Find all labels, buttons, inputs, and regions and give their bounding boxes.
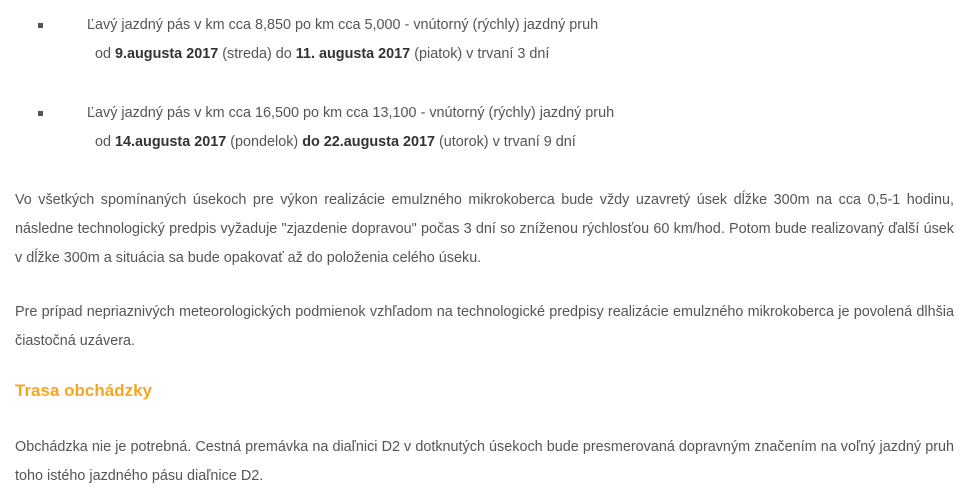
- closure-schedule: [95, 42, 549, 66]
- section-heading: Trasa obchádzky: [15, 381, 153, 400]
- start-date: 9.augusta 2017: [115, 46, 219, 62]
- lane-section-description: Ľavý jazdný pás v km cca 8,850 po km cca 5,000 - vnútorný (rýchly) jazdný pruh: [87, 17, 599, 33]
- end-date: do 22.augusta 2017: [302, 134, 435, 150]
- end-date: 11. augusta 2017: [295, 46, 411, 62]
- detour-info-paragraph: Obchádzka nie je potrebná. Cestná premávka na diaľnici D2 v dotknutých úsekoch bude presmerovaná dopravným značením na voľný jazdný pruh toho istého jazdného pásu diaľnice D2.: [15, 439, 954, 484]
- end-day: (utorok) v trvaní 9 dní: [435, 134, 576, 150]
- closure-info-paragraph: Vo všetkých spomínaných úsekoch pre výkon realizácie emulzného mikrokoberca bude vždy uzavretý úsek dĺžke 300m na cca 0,5-1 hodinu, následne technologický predpis vyžaduje "zjazdenie dopravou" počas 3 dní so zníženou rýchlosťou 60 km/hod. Potom bude realizovaný ďalší úsek v dĺžke 300m a situácia sa bude opakovať až do položenia celého úseku.: [15, 192, 954, 266]
- start-date: 14.augusta 2017: [115, 134, 227, 150]
- weather-info-paragraph: Pre prípad nepriaznivých meteorologických podmienok vzhľadom na technologické predpisy realizácie emulzného mikrokoberca je povolená dlhšia čiastočná uzávera.: [15, 304, 954, 349]
- bullet-marker: [38, 111, 43, 116]
- start-day: (pondelok): [226, 134, 303, 150]
- bullet-marker: [38, 23, 43, 28]
- closure-schedule: [95, 130, 576, 154]
- schedule-prefix: od: [95, 134, 116, 150]
- end-day: (piatok) v trvaní 3 dní: [410, 46, 550, 62]
- start-day: (streda) do: [218, 46, 296, 62]
- schedule-prefix: od: [95, 46, 116, 62]
- lane-section-description: Ľavý jazdný pás v km cca 16,500 po km cca 13,100 - vnútorný (rýchly) jazdný pruh: [87, 105, 615, 121]
